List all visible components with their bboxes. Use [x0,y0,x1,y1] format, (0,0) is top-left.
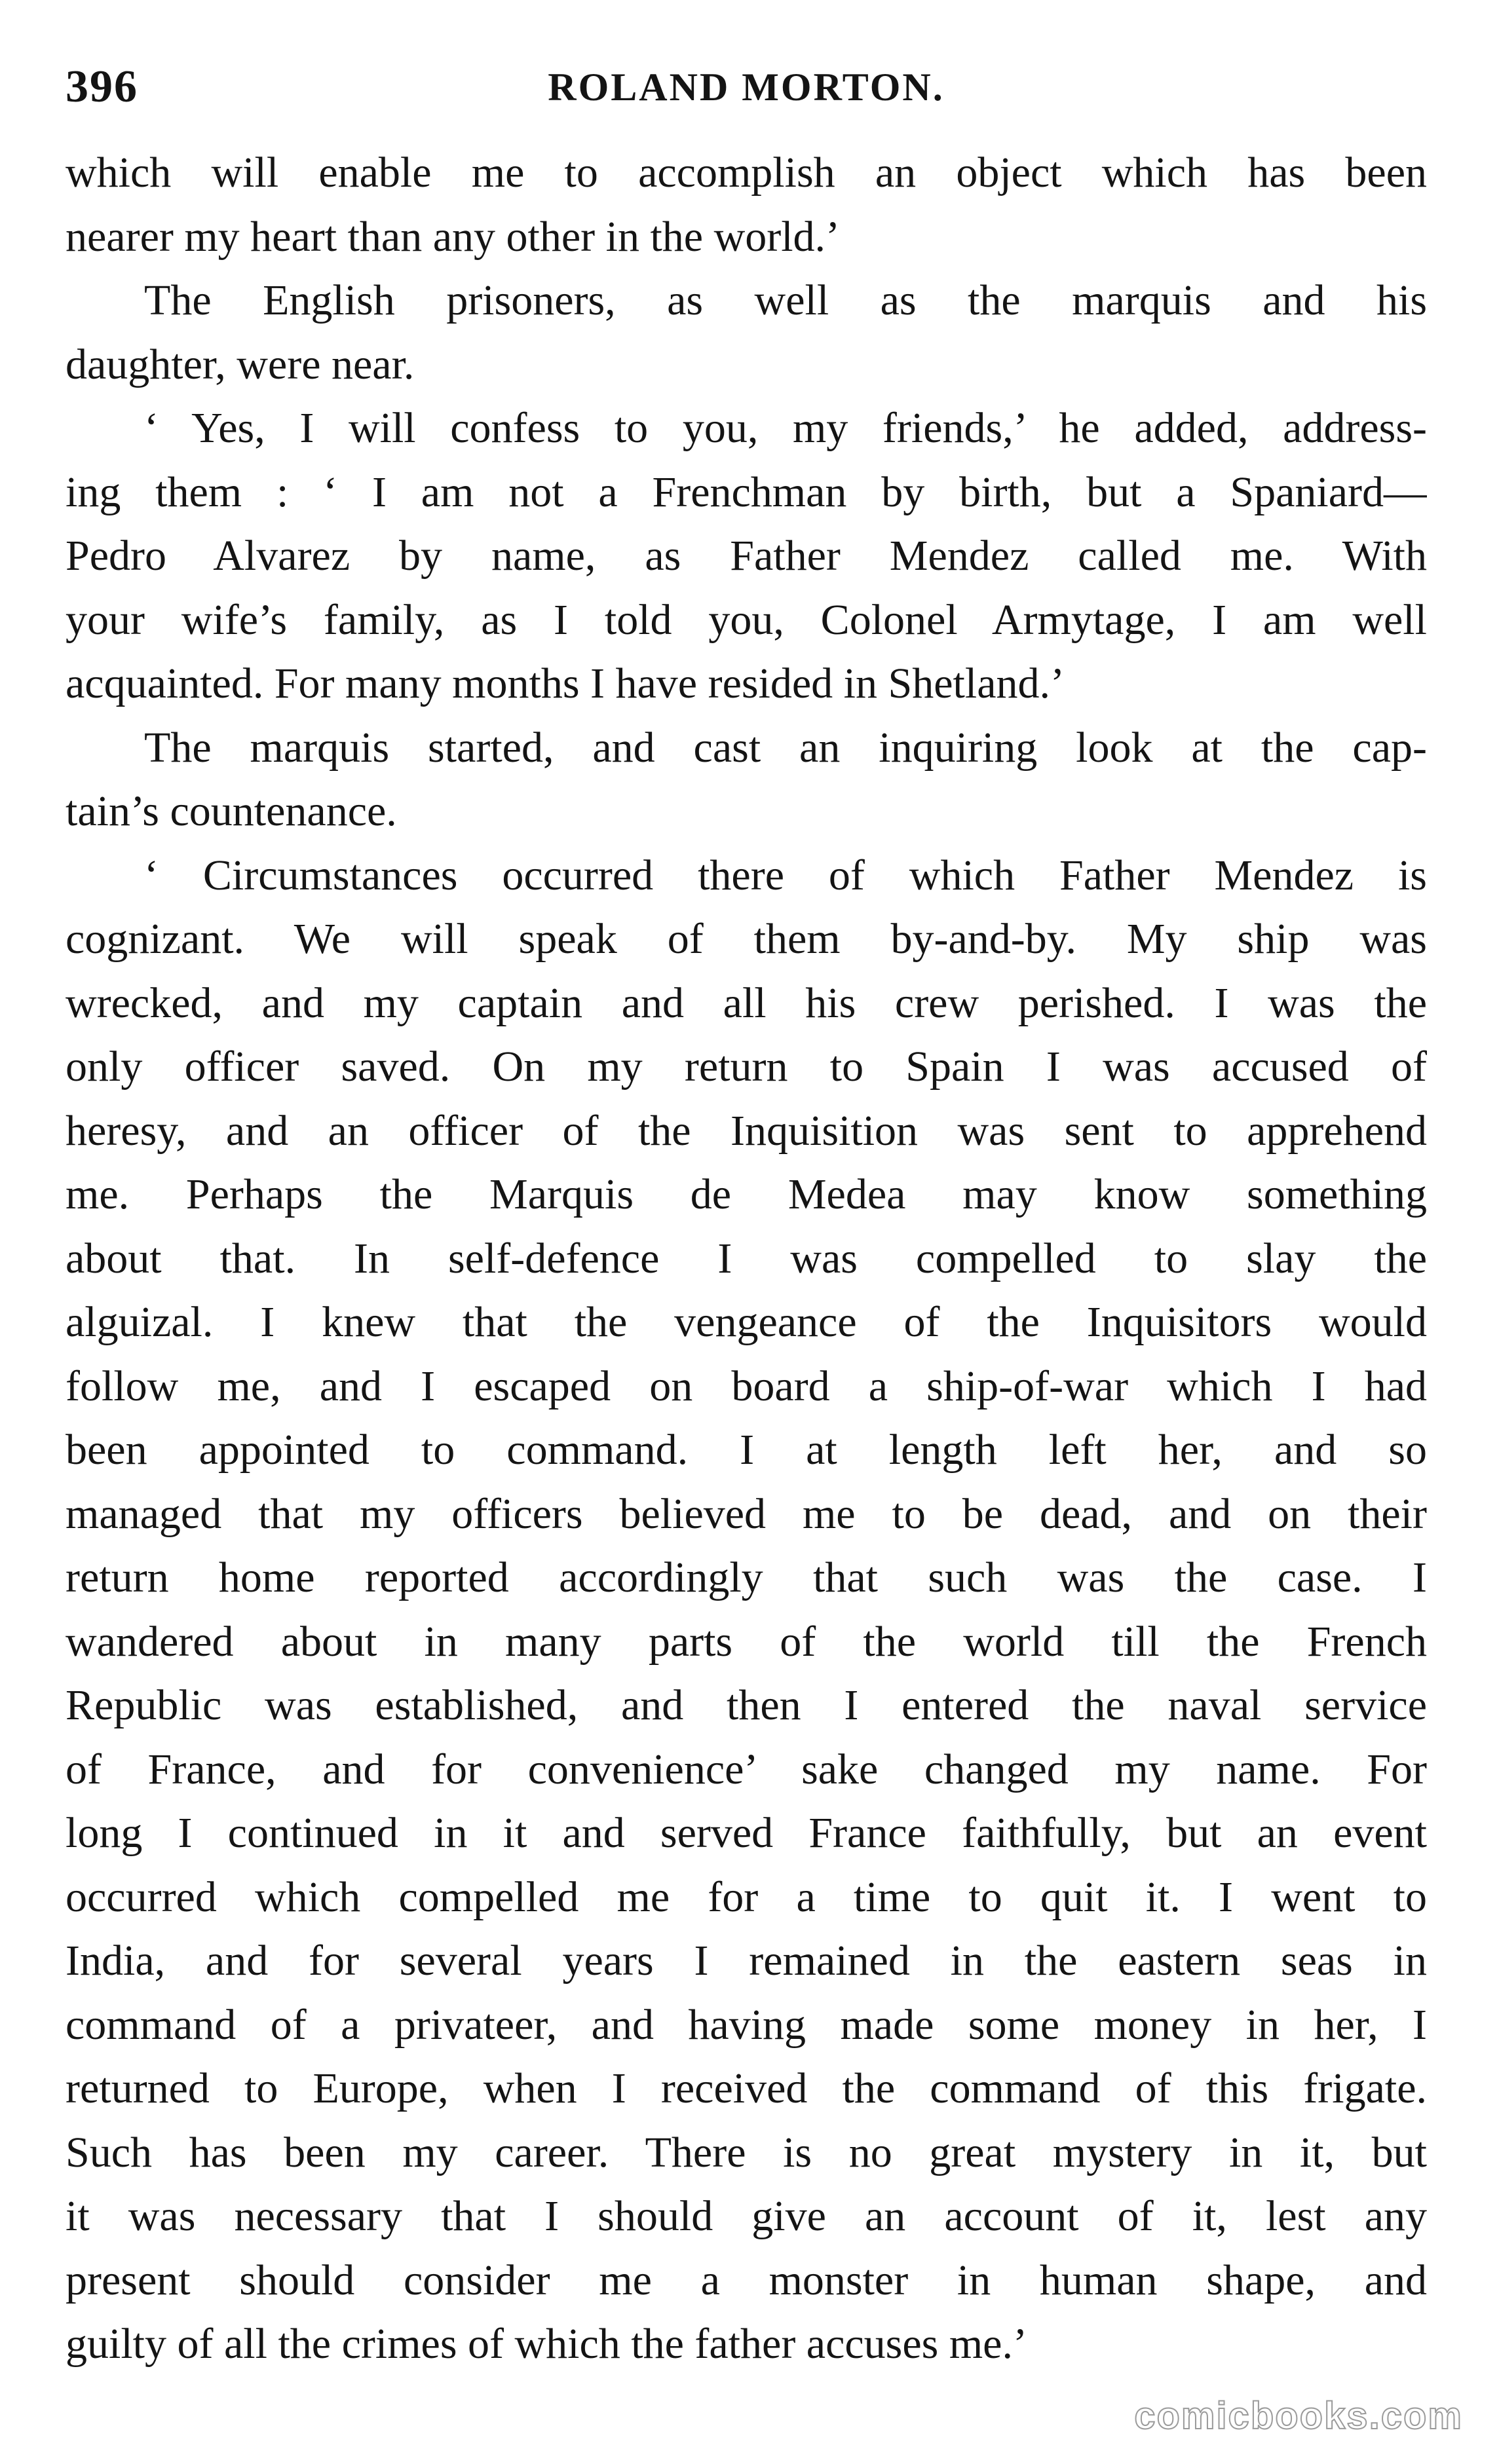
text-line: nearer my heart than any other in the world.’ [66,212,841,261]
text-line: return home reported accordingly that such was the case. I [66,1554,1427,1601]
text-line: ‘ Yes, I will confess to you, my friends,’ he added, address- [144,404,1427,452]
text-line: wandered about in many parts of the world till the French [66,1617,1427,1666]
text-line: me. Perhaps the Marquis de Medea may know something [66,1170,1427,1218]
text-line: acquainted. For many months I have resided in Shetland.’ [66,660,1065,707]
text-line: Such has been my career. There is no great mystery in it, but [66,2128,1427,2176]
text-line: been appointed to command. I at length left her, and so [66,1426,1427,1474]
text-line: Republic was established, and then I entered the naval service [66,1681,1427,1729]
text-line: only officer saved. On my return to Spain I was accused of [66,1043,1427,1091]
text-line: wrecked, and my captain and all his crew perished. I was the [66,979,1427,1027]
text-line: follow me, and I escaped on board a ship-of-war which I had [66,1362,1427,1410]
text-line: long I continued in it and served France faithfully, but an event [66,1809,1427,1857]
text-line: occurred which compelled me for a time to quit it. I went to [66,1873,1427,1921]
page-number: 396 [66,62,138,112]
watermark: comicbooks.com [1134,2395,1463,2437]
text-line: ‘ Circumstances occurred there of which Father Mendez is [144,851,1427,899]
text-line: present should consider me a monster in human shape, and [66,2256,1427,2304]
text-line: which will enable me to accomplish an object which has been [66,149,1427,196]
text-line: Pedro Alvarez by name, as Father Mendez called me. With [66,532,1427,580]
text-line: The English prisoners, as well as the marquis and his [144,276,1427,324]
text-line: of France, and for convenience’ sake changed my name. For [66,1745,1427,1793]
text-line: heresy, and an officer of the Inquisition was sent to apprehend [66,1106,1427,1155]
text-line: command of a privateer, and having made some money in her, I [66,2000,1427,2049]
text-line: managed that my officers believed me to be dead, and on their [66,1489,1427,1538]
text-line: guilty of all the crimes of which the father accuses me.’ [66,2320,1027,2368]
text-line: returned to Europe, when I received the command of this frigate. [66,2064,1427,2112]
text-line: ing them : ‘ I am not a Frenchman by birth, but a Spaniard— [66,468,1427,516]
text-line: cognizant. We will speak of them by-and-by. My ship was [66,915,1427,963]
text-line: about that. In self-defence I was compelled to slay the [66,1234,1427,1282]
body-text [66,141,1427,2376]
text-line: tain’s countenance. [66,787,397,835]
text-line: alguizal. I knew that the vengeance of the Inquisitors would [66,1298,1427,1346]
running-head: ROLAND MORTON. [548,65,945,109]
text-line: it was necessary that I should give an account of it, lest any [66,2192,1427,2240]
text-line: The marquis started, and cast an inquiring look at the cap- [144,723,1427,772]
text-line: daughter, were near. [66,340,415,388]
text-line: India, and for several years I remained in the eastern seas in [66,1937,1427,1985]
text-line: your wife’s family, as I told you, Colonel Armytage, I am well [66,595,1427,644]
page-header [66,51,1427,123]
